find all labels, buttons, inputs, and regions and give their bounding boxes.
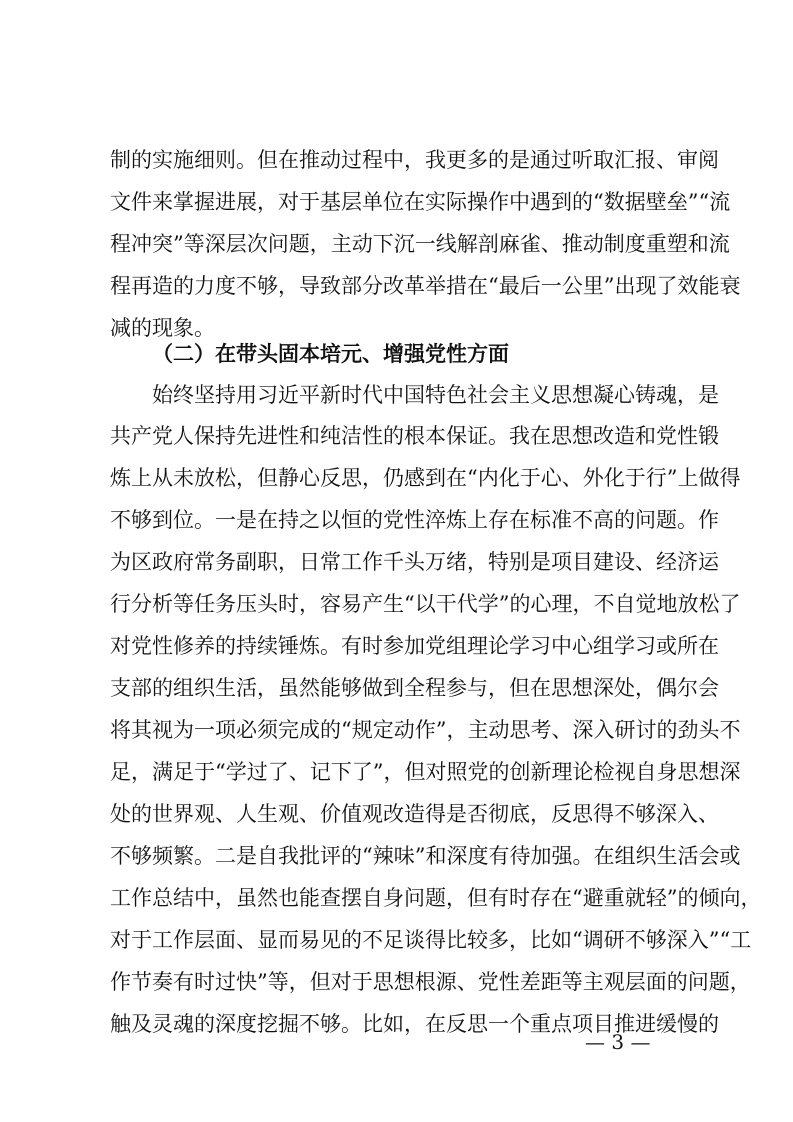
paragraph-line: 将其视为一项必须完成的“规定动作”，主动思考、深入研讨的劲头不 xyxy=(110,718,741,742)
page-number: — 3 — xyxy=(585,1030,651,1054)
paragraph-line: 为区政府常务副职，日常工作千头万绪，特别是项目建设、经济运 xyxy=(110,550,719,574)
paragraph-line: 足，满足于“学过了、记下了”，但对照党的创新理论检视自身思想深 xyxy=(110,760,741,784)
paragraph-line: 炼上从未放松，但静心反思，仍感到在“内化于心、外化于行”上做得 xyxy=(110,466,741,490)
paragraph-line: 对于工作层面、显而易见的不足谈得比较多，比如“调研不够深入”“工 xyxy=(110,928,752,952)
paragraph-line: 行分析等任务压头时，容易产生“以干代学”的心理，不自觉地放松了 xyxy=(110,592,741,616)
paragraph-line: 程冲突”等深层次问题，主动下沉一线解剖麻雀、推动制度重塑和流 xyxy=(110,232,730,256)
paragraph-line: 文件来掌握进展，对于基层单位在实际操作中遇到的“数据壁垒”“流 xyxy=(110,190,731,214)
paragraph-line: 支部的组织生活，虽然能够做到全程参与，但在思想深处，偶尔会 xyxy=(110,676,719,700)
paragraph-line: 作节奏有时过快”等，但对于思想根源、党性差距等主观层面的问题， xyxy=(110,970,751,994)
paragraph-line: 处的世界观、人生观、价值观改造得是否彻底，反思得不够深入、 xyxy=(110,802,719,826)
paragraph-line: 不够频繁。二是自我批评的“辣味”和深度有待加强。在组织生活会或 xyxy=(110,844,741,868)
paragraph-line: 共产党人保持先进性和纯洁性的根本保证。我在思想改造和党性锻 xyxy=(110,424,719,448)
paragraph-line: 工作总结中，虽然也能查摆自身问题，但有时存在“避重就轻”的倾向， xyxy=(110,886,762,910)
paragraph-line: 制的实施细则。但在推动过程中，我更多的是通过听取汇报、审阅 xyxy=(110,148,719,172)
paragraph-line: 减的现象。 xyxy=(110,316,215,340)
paragraph-line: 程再造的力度不够，导致部分改革举措在“最后一公里”出现了效能衰 xyxy=(110,274,741,298)
section-heading: （二）在带头固本培元、增强党性方面 xyxy=(152,342,509,366)
paragraph-line: 对党性修养的持续锤炼。有时参加党组理论学习中心组学习或所在 xyxy=(110,634,719,658)
paragraph-line: 触及灵魂的深度挖掘不够。比如，在反思一个重点项目推进缓慢的 xyxy=(110,1012,719,1036)
paragraph-line: 不够到位。一是在持之以恒的党性淬炼上存在标准不高的问题。作 xyxy=(110,508,719,532)
paragraph-line: 始终坚持用习近平新时代中国特色社会主义思想凝心铸魂，是 xyxy=(152,383,719,407)
